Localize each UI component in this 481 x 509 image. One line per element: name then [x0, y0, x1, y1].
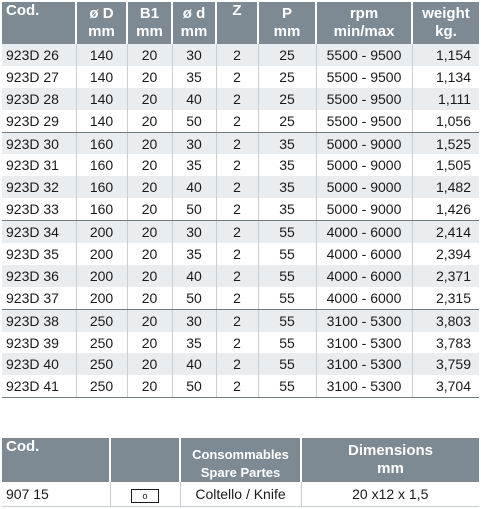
b1-cell: 20 — [127, 265, 172, 287]
z-cell: 2 — [216, 110, 258, 132]
z-cell: 2 — [216, 154, 258, 176]
rpm-cell: 3100 - 5300 — [316, 332, 412, 354]
diameter-cell: 160 — [76, 198, 127, 220]
bore-cell: 35 — [172, 154, 216, 176]
b1-cell: 20 — [127, 198, 172, 220]
table-row — [2, 332, 479, 354]
z-cell: 2 — [216, 287, 258, 309]
b1-cell: 20 — [127, 88, 172, 110]
diameter-cell: 250 — [76, 353, 127, 375]
diameter-cell: 140 — [76, 66, 127, 88]
specs-header-row — [2, 2, 479, 44]
diameter-cell: 160 — [76, 132, 127, 154]
b1-cell: 20 — [127, 44, 172, 66]
table-row — [2, 243, 479, 265]
z-cell: 2 — [216, 198, 258, 220]
diameter-cell: 250 — [76, 332, 127, 354]
rpm-cell: 5500 - 9500 — [316, 44, 412, 66]
table-row — [2, 132, 479, 154]
spare-header-consumables: Consommables Spare Partes — [180, 438, 301, 482]
spare-header-cod: Cod. — [2, 438, 110, 482]
b1-cell: 20 — [127, 332, 172, 354]
weight-cell: 1,111 — [412, 88, 479, 110]
header-rpm: rpm min/max — [316, 2, 412, 44]
code-cell: 923D 37 — [2, 287, 76, 309]
header-p: P mm — [258, 2, 316, 44]
weight-cell: 3,704 — [412, 375, 479, 397]
weight-cell: 1,505 — [435, 157, 471, 174]
p-cell: 35 — [258, 132, 316, 154]
diameter-cell: 160 — [76, 154, 127, 176]
rpm-cell: 4000 - 6000 — [316, 287, 412, 309]
p-cell: 55 — [258, 243, 316, 265]
rpm-cell: 4000 - 6000 — [316, 243, 412, 265]
diameter-cell: 200 — [76, 221, 127, 243]
b1-cell: 20 — [127, 110, 172, 132]
weight-cell: 1,134 — [435, 68, 471, 85]
p-cell: 55 — [258, 265, 316, 287]
bore-cell: 40 — [172, 88, 216, 110]
bore-cell: 30 — [172, 309, 216, 331]
bore-cell: 35 — [172, 66, 216, 88]
table-row — [2, 265, 479, 287]
code-cell: 923D 26 — [2, 44, 76, 66]
bore-cell: 50 — [172, 375, 216, 397]
weight-cell: 2,394 — [435, 245, 471, 262]
table-row — [2, 309, 479, 331]
spare-header-dimensions: Dimensions mm — [301, 438, 479, 482]
weight-cell: 3,803 — [412, 309, 479, 331]
b1-cell: 20 — [127, 132, 172, 154]
p-cell: 25 — [258, 88, 316, 110]
z-cell: 2 — [216, 353, 258, 375]
spare-header-row — [2, 438, 479, 482]
bore-cell: 35 — [172, 332, 216, 354]
code-cell: 923D 34 — [2, 221, 76, 243]
p-cell: 55 — [258, 353, 316, 375]
p-cell: 55 — [258, 287, 316, 309]
rpm-cell: 5500 - 9500 — [316, 88, 412, 110]
weight-cell: 2,315 — [412, 287, 479, 309]
weight-cell: 1,154 — [412, 44, 479, 66]
diameter-cell: 250 — [76, 309, 127, 331]
z-cell: 2 — [216, 132, 258, 154]
spare-code: 907 15 — [2, 482, 110, 507]
diameter-cell: 200 — [76, 243, 127, 265]
rpm-cell: 5000 - 9000 — [316, 198, 412, 220]
specs-table — [2, 2, 479, 398]
weight-cell: 1,426 — [412, 198, 479, 220]
p-cell: 55 — [258, 221, 316, 243]
header-z: Z — [216, 2, 258, 44]
rpm-cell: 5500 - 9500 — [316, 66, 412, 88]
weight-cell: 2,371 — [412, 265, 479, 287]
bore-cell: 40 — [172, 176, 216, 198]
z-cell: 2 — [216, 88, 258, 110]
p-cell: 25 — [258, 110, 316, 132]
rpm-cell: 5000 - 9000 — [316, 176, 412, 198]
spare-row — [2, 482, 479, 507]
spare-symbol-cell — [110, 482, 180, 507]
code-cell: 923D 28 — [2, 88, 76, 110]
p-cell: 55 — [258, 309, 316, 331]
bore-cell: 50 — [172, 110, 216, 132]
b1-cell: 20 — [127, 154, 172, 176]
diameter-cell: 140 — [76, 44, 127, 66]
p-cell: 35 — [258, 198, 316, 220]
table-row — [2, 66, 479, 88]
z-cell: 2 — [216, 221, 258, 243]
weight-cell: 2,414 — [412, 221, 479, 243]
b1-cell: 20 — [127, 353, 172, 375]
bore-cell: 30 — [172, 221, 216, 243]
diameter-cell: 140 — [76, 110, 127, 132]
p-cell: 25 — [258, 44, 316, 66]
header-weight: weight kg. — [412, 2, 479, 44]
code-cell: 923D 29 — [2, 110, 76, 132]
rpm-cell: 3100 - 5300 — [316, 353, 412, 375]
spare-name: Coltello / Knife — [180, 482, 301, 507]
code-cell: 923D 31 — [2, 154, 76, 176]
specs-body — [2, 44, 479, 398]
table-row — [2, 287, 479, 309]
code-cell: 923D 39 — [2, 332, 76, 354]
weight-cell: 1,525 — [412, 132, 479, 154]
diameter-cell: 140 — [76, 88, 127, 110]
table-row — [2, 176, 479, 198]
header-diameter: ø D mm — [76, 2, 127, 44]
code-cell: 923D 36 — [2, 265, 76, 287]
code-cell: 923D 30 — [2, 132, 76, 154]
rpm-cell: 4000 - 6000 — [316, 221, 412, 243]
z-cell: 2 — [216, 66, 258, 88]
table-row — [2, 375, 479, 397]
z-cell: 2 — [216, 176, 258, 198]
code-cell: 923D 32 — [2, 176, 76, 198]
z-cell: 2 — [216, 309, 258, 331]
z-cell: 2 — [216, 243, 258, 265]
z-cell: 2 — [216, 375, 258, 397]
header-bore: ø d mm — [172, 2, 216, 44]
bore-cell: 50 — [172, 198, 216, 220]
bore-cell: 30 — [172, 132, 216, 154]
b1-cell: 20 — [127, 221, 172, 243]
header-b1: B1 mm — [127, 2, 172, 44]
b1-cell: 20 — [127, 375, 172, 397]
p-cell: 35 — [258, 154, 316, 176]
weight-cell: 3,783 — [435, 334, 471, 351]
table-row — [2, 110, 479, 132]
b1-cell: 20 — [127, 243, 172, 265]
p-cell: 55 — [258, 375, 316, 397]
z-cell: 2 — [216, 265, 258, 287]
spare-header-blank — [110, 438, 180, 482]
bore-cell: 50 — [172, 287, 216, 309]
table-row — [2, 198, 479, 220]
spare-dimensions: 20 x12 x 1,5 — [301, 482, 479, 507]
b1-cell: 20 — [127, 287, 172, 309]
diameter-cell: 250 — [76, 375, 127, 397]
table-row — [2, 353, 479, 375]
spare-parts-table — [2, 438, 479, 507]
p-cell: 35 — [258, 176, 316, 198]
table-row — [2, 44, 479, 66]
rpm-cell: 3100 - 5300 — [316, 375, 412, 397]
b1-cell: 20 — [127, 176, 172, 198]
rpm-cell: 5000 - 9000 — [316, 132, 412, 154]
header-cod: Cod. — [2, 2, 76, 44]
table-row — [2, 88, 479, 110]
rpm-cell: 3100 - 5300 — [316, 309, 412, 331]
code-cell: 923D 40 — [2, 353, 76, 375]
bore-cell: 40 — [172, 353, 216, 375]
code-cell: 923D 41 — [2, 375, 76, 397]
table-row — [2, 221, 479, 243]
weight-cell: 1,056 — [412, 110, 479, 132]
code-cell: 923D 33 — [2, 198, 76, 220]
weight-cell: 3,759 — [412, 353, 479, 375]
z-cell: 2 — [216, 44, 258, 66]
bore-cell: 30 — [172, 44, 216, 66]
bore-cell: 35 — [172, 243, 216, 265]
knife-symbol-icon: o — [131, 489, 159, 503]
code-cell: 923D 38 — [2, 309, 76, 331]
rpm-cell: 5500 - 9500 — [316, 110, 412, 132]
code-cell: 923D 27 — [2, 66, 76, 88]
p-cell: 55 — [258, 332, 316, 354]
diameter-cell: 200 — [76, 287, 127, 309]
diameter-cell: 200 — [76, 265, 127, 287]
z-cell: 2 — [216, 332, 258, 354]
rpm-cell: 5000 - 9000 — [316, 154, 412, 176]
b1-cell: 20 — [127, 309, 172, 331]
bore-cell: 40 — [172, 265, 216, 287]
rpm-cell: 4000 - 6000 — [316, 265, 412, 287]
p-cell: 25 — [258, 66, 316, 88]
table-row — [2, 154, 479, 176]
diameter-cell: 160 — [76, 176, 127, 198]
weight-cell: 1,482 — [412, 176, 479, 198]
b1-cell: 20 — [127, 66, 172, 88]
code-cell: 923D 35 — [2, 243, 76, 265]
